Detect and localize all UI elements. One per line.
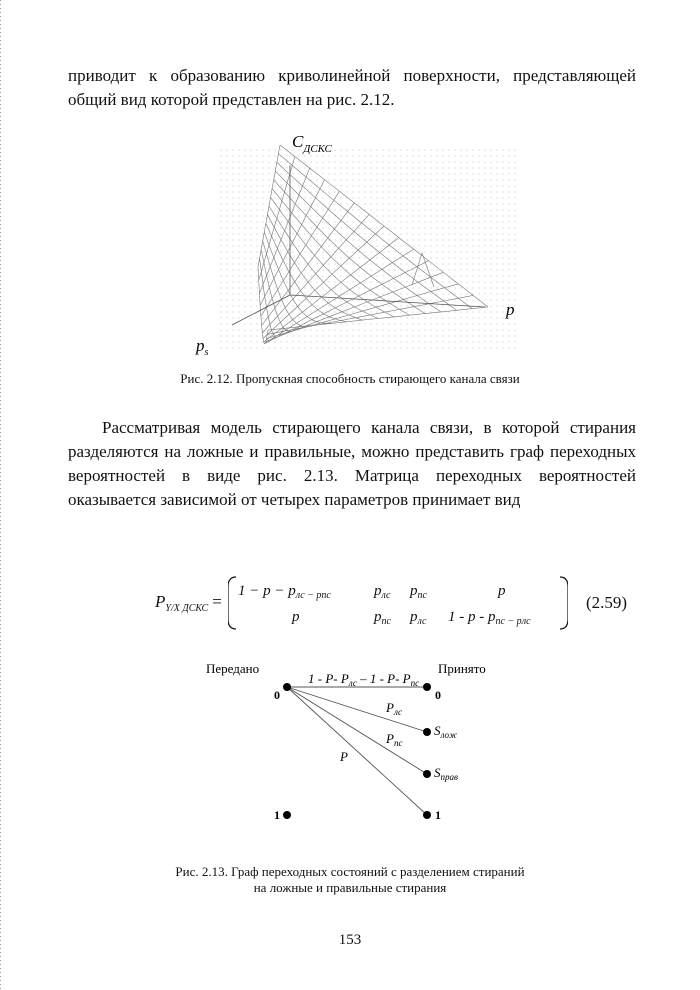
equation-number: (2.59) (586, 593, 628, 612)
s-false-label: $S_{лож}$ (434, 723, 458, 740)
figure-2-13 (190, 655, 520, 845)
received-state-1: 1 (435, 808, 441, 822)
ps-axis-label: $p_s$ (196, 336, 209, 358)
s-true-label: $S_{прав}$ (434, 765, 458, 782)
svg-text:p: p (498, 583, 506, 599)
svg-text:1 − p − pлс − pпс: $1 - p - p_{лс - p}пс$ (238, 583, 331, 601)
figure-2-12-caption: Рис. 2.12. Пропускная способность стирающего канала связи (180, 371, 520, 386)
node-s-true (423, 770, 431, 778)
svg-text:1 - p - pпс − pлс: 1 - p - $p_{пс - p}лс$ (448, 609, 531, 627)
figure-2-12 (190, 125, 530, 360)
sent-node-1 (283, 811, 291, 819)
equation-matrix (228, 575, 568, 631)
svg-text:p: p (292, 609, 300, 625)
equation-lhs: $P_{Y/X ДСКС}$ = (155, 592, 222, 614)
sent-label: Передано (206, 661, 260, 676)
figure-2-13-caption-line1: Рис. 2.13. Граф переходных состояний с разделением стираний (175, 864, 525, 879)
sent-state-0: 0 (274, 688, 280, 702)
svg-text:pлс: $p_{лс}$ (374, 583, 391, 601)
edge-p-label: P (340, 749, 348, 764)
edge-top-label: 1 - P- $P_{лс} - 1 - P-$ $P_{пс}$ (308, 671, 420, 688)
c-dsks-axis-label: $C_{ДСКС}$ (292, 132, 332, 155)
page-number: 153 (338, 932, 362, 948)
received-node-0 (423, 683, 431, 691)
page-edge (0, 0, 1, 990)
p-axis-label: p (506, 300, 515, 319)
svg-text:pпс: $p_{пс}$ (374, 609, 391, 627)
node-s-false (423, 728, 431, 736)
received-label: Принято (438, 661, 486, 676)
body-paragraph: Рассматривая модель стирающего канала связи, в которой стирания разделяются на ложные и правильные, можно представить граф переходных вероятностей в виде рис. 2.13. Матрица переходных вероятностей оказывается зависимой от четырех параметров принимает вид (68, 418, 636, 509)
intro-paragraph: приводит к образованию криволинейной поверхности, представляющей общий вид которой представлен на рис. 2.12. (68, 66, 636, 109)
sent-state-1: 1 (274, 808, 280, 822)
edge-true-label: $P_{пс}$ (386, 731, 403, 748)
svg-text:pлс: $p_{лс}$ (410, 609, 427, 627)
edge-p (287, 687, 427, 815)
received-state-0: 0 (435, 688, 441, 702)
edge-false (287, 687, 427, 732)
edge-true (287, 687, 427, 774)
edge-false-label: $P_{лс}$ (386, 700, 402, 717)
received-node-1 (423, 811, 431, 819)
figure-2-13-caption-line2: на ложные и правильные стирания (253, 880, 447, 895)
sent-node-0 (283, 683, 291, 691)
svg-text:pпс: $p_{пс}$ (410, 583, 427, 601)
